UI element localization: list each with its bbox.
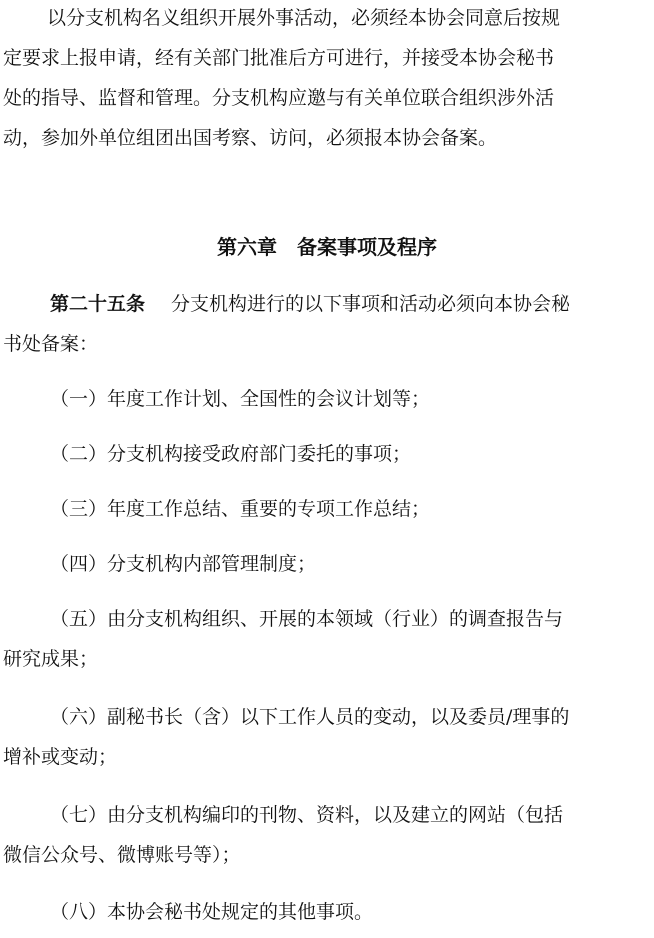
list-item: （八）本协会秘书处规定的其他事项。 bbox=[50, 901, 374, 923]
list-item: （二）分支机构接受政府部门委托的事项； bbox=[50, 443, 412, 465]
paragraph-line: 处的指导、监督和管理。分支机构应邀与有关单位联合组织涉外活 bbox=[3, 87, 555, 109]
list-item: （六）副秘书长（含）以下工作人员的变动，以及委员/理事的 bbox=[50, 706, 570, 728]
list-item: （四）分支机构内部管理制度； bbox=[50, 553, 317, 575]
list-item: （三）年度工作总结、重要的专项工作总结； bbox=[50, 498, 431, 520]
list-item: （一）年度工作计划、全国性的会议计划等； bbox=[50, 388, 431, 410]
list-item-continued: 微信公众号、微博账号等）； bbox=[3, 844, 241, 866]
list-item-continued: 研究成果； bbox=[3, 648, 99, 670]
article-number: 第二十五条 bbox=[50, 293, 146, 315]
chapter-title: 第六章 备案事项及程序 bbox=[217, 235, 437, 259]
list-item: （七）由分支机构编印的刊物、资料，以及建立的网站（包括 bbox=[50, 804, 564, 826]
article-intro-text: 分支机构进行的以下事项和活动必须向本协会秘 bbox=[171, 293, 571, 315]
list-item-continued: 增补或变动； bbox=[3, 746, 118, 768]
article-first-line bbox=[50, 289, 654, 319]
article-intro-continued: 书处备案： bbox=[3, 333, 99, 355]
paragraph-line: 动，参加外单位组团出国考察、访问，必须报本协会备案。 bbox=[3, 127, 498, 149]
list-item: （五）由分支机构组织、开展的本领域（行业）的调查报告与 bbox=[50, 608, 564, 630]
paragraph-line: 以分支机构名义组织开展外事活动，必须经本协会同意后按规 bbox=[47, 7, 561, 29]
paragraph-line: 定要求上报申请，经有关部门批准后方可进行，并接受本协会秘书 bbox=[3, 47, 555, 69]
